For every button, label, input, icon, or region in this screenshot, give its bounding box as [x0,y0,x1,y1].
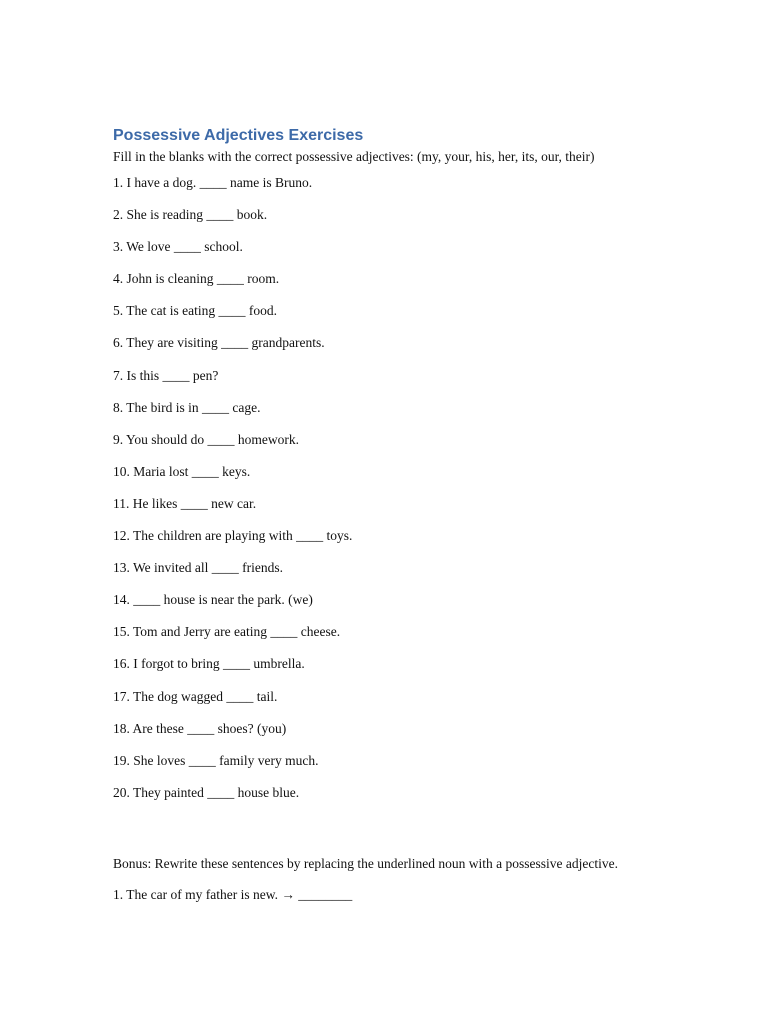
exercise-item: 15. Tom and Jerry are eating ____ cheese. [113,624,341,640]
exercise-list [113,174,653,816]
exercise-item: 11. He likes ____ new car. [113,495,257,511]
exercise-item: 8. The bird is in ____ cage. [113,399,261,415]
exercise-item: 17. The dog wagged ____ tail. [113,688,278,704]
exercise-item: 3. We love ____ school. [113,239,243,255]
exercise-item: 10. Maria lost ____ keys. [113,463,251,479]
exercise-item: 16. I forgot to bring ____ umbrella. [113,656,305,672]
exercise-item: 4. John is cleaning ____ room. [113,271,280,287]
bonus-section [113,854,633,904]
exercise-item: 12. The children are playing with ____ toys. [113,528,353,544]
exercise-item: 19. She loves ____ family very much. [113,752,319,768]
exercise-item: 14. ____ house is near the park. (we) [113,592,313,608]
page-title: Possessive Adjectives Exercises [113,127,364,144]
exercise-item: 2. She is reading ____ book. [113,207,268,223]
exercise-item: 18. Are these ____ shoes? (you) [113,720,287,736]
exercise-item: 7. Is this ____ pen? [113,367,219,383]
instructions: Fill in the blanks with the correct possessive adjectives: (my, your, his, her, its, our, their) [113,149,595,164]
worksheet [113,124,653,816]
exercise-item: 6. They are visiting ____ grandparents. [113,335,325,351]
bonus-item: 1. The car of my father is new. → ________ [113,887,353,902]
exercise-item: 5. The cat is eating ____ food. [113,303,277,319]
exercise-item: 20. They painted ____ house blue. [113,784,300,800]
exercise-item: 1. I have a dog. ____ name is Bruno. [113,175,313,190]
exercise-item: 13. We invited all ____ friends. [113,560,284,576]
bonus-instructions: Bonus: Rewrite these sentences by replacing the underlined noun with a possessive adjective. [113,856,618,871]
exercise-item: 9. You should do ____ homework. [113,431,300,447]
